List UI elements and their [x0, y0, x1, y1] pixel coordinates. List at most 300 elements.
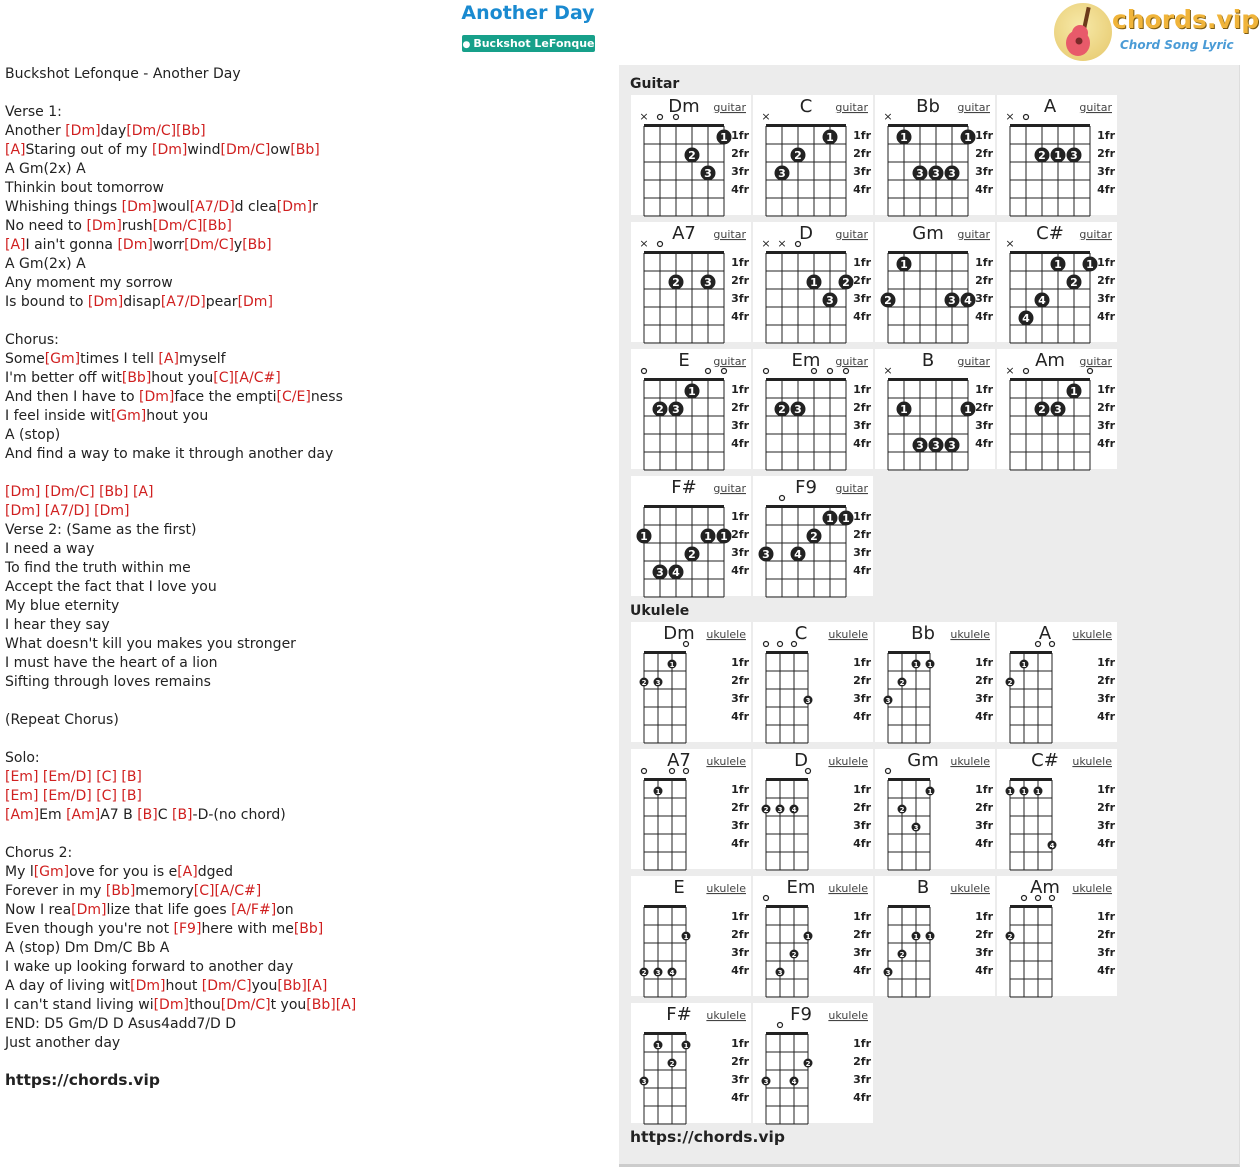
ukulele-chord-e[interactable]: [631, 876, 751, 996]
guitar-chord-a7[interactable]: [631, 222, 751, 342]
chord-tag[interactable]: [Bb]: [306, 997, 336, 1013]
svg-text:1: 1: [810, 276, 818, 289]
ukulele-link: ukulele: [950, 882, 990, 895]
fret-label: 1fr: [975, 783, 993, 796]
chord-tag[interactable]: [B]: [137, 807, 158, 823]
svg-text:1: 1: [640, 530, 648, 543]
chord-diagram: [631, 476, 751, 596]
guitar-link: guitar: [713, 228, 746, 241]
chord-tag[interactable]: [Bb]: [293, 921, 324, 937]
lyric-line: [5, 65, 605, 84]
lyric-line: [5, 388, 605, 407]
chord-name: Gm: [907, 750, 939, 771]
ukulele-chord-dm[interactable]: [631, 622, 751, 742]
lyric-text: I feel inside wit: [5, 408, 111, 424]
lyric-text: I hear they say: [5, 617, 110, 633]
guitar-link: guitar: [835, 228, 868, 241]
ukulele-link: ukulele: [1072, 755, 1112, 768]
guitar-chord-e[interactable]: [631, 349, 751, 469]
fret-label: 2fr: [975, 401, 993, 414]
chord-tag[interactable]: [A]: [5, 237, 26, 253]
chord-tag[interactable]: [Dm]: [276, 199, 313, 215]
svg-text:2: 2: [810, 530, 818, 543]
lyric-line: [5, 274, 605, 293]
logo-text: chords.vip: [1112, 5, 1259, 34]
lyric-text: Staring out of my: [25, 142, 153, 158]
lyric-text: lize that life goes: [106, 902, 232, 918]
lyric-line: [5, 103, 605, 122]
lyric-line: [5, 217, 605, 236]
svg-text:2: 2: [899, 679, 905, 687]
chord-tag[interactable]: [A/C#]: [233, 370, 281, 386]
guitar-chord-f9[interactable]: [753, 476, 873, 596]
lyric-line: [5, 996, 605, 1015]
fret-label: 3fr: [1097, 946, 1115, 959]
guitar-link: guitar: [713, 482, 746, 495]
guitar-chord-bb[interactable]: [875, 95, 995, 215]
ukulele-chord-c[interactable]: [753, 622, 873, 742]
lyric-text: Any moment my sorrow: [5, 275, 173, 291]
chord-name: Em: [791, 350, 821, 371]
lyric-text: Solo:: [5, 750, 40, 766]
lyric-text: Some: [5, 351, 45, 367]
chord-tag[interactable]: [Dm]: [87, 294, 124, 310]
fret-label: 3fr: [853, 819, 871, 832]
guitar-chord-am[interactable]: [997, 349, 1117, 469]
fret-label: 2fr: [731, 801, 749, 814]
svg-text:1: 1: [1021, 661, 1027, 669]
guitar-chord-em[interactable]: [753, 349, 873, 469]
lyric-text: No need to: [5, 218, 87, 234]
chord-tag[interactable]: [A/F#]: [231, 902, 277, 918]
chord-tag[interactable]: [Gm]: [44, 351, 81, 367]
fret-label: 2fr: [975, 801, 993, 814]
fret-label: 1fr: [853, 1037, 871, 1050]
chord-tag[interactable]: [Bb]: [176, 123, 206, 139]
lyric-line: [5, 825, 605, 844]
svg-text:1: 1: [826, 512, 834, 525]
chord-tag[interactable]: [Dm]: [237, 294, 273, 310]
chord-tag[interactable]: [A7/D]: [160, 294, 206, 310]
lyric-text: A Gm(2x) A: [5, 161, 86, 177]
chord-tag[interactable]: [Dm/C]: [220, 142, 271, 158]
lyric-text: My blue eternity: [5, 598, 120, 614]
fret-label: 4fr: [975, 837, 993, 850]
svg-text:3: 3: [916, 439, 924, 452]
svg-text:3: 3: [763, 1078, 769, 1086]
svg-text:1: 1: [1007, 788, 1013, 796]
fret-label: 2fr: [731, 274, 749, 287]
guitar-chord-a[interactable]: [997, 95, 1117, 215]
lyric-text: What doesn't kill you makes you stronger: [5, 636, 296, 652]
chord-tag[interactable]: [Dm/C]: [152, 218, 203, 234]
fret-label: 2fr: [853, 1055, 871, 1068]
lyric-text: r: [312, 199, 318, 215]
fret-label: 4fr: [731, 564, 749, 577]
chord-tag[interactable]: [Dm]: [86, 218, 122, 234]
ukulele-link: ukulele: [828, 1009, 868, 1022]
guitar-link: guitar: [1079, 355, 1112, 368]
chord-tag[interactable]: [Dm]: [153, 997, 189, 1013]
fret-label: 3fr: [1097, 419, 1115, 432]
lyric-text: I need a way: [5, 541, 95, 557]
fret-label: 4fr: [731, 837, 749, 850]
lyric-text: Whishing things: [5, 199, 122, 215]
guitar-chord-b[interactable]: [875, 349, 995, 469]
fret-label: 1fr: [975, 656, 993, 669]
svg-text:×: ×: [1005, 364, 1015, 377]
page-title: Another Day: [461, 2, 595, 24]
chord-name: A: [1038, 623, 1052, 644]
svg-text:3: 3: [655, 679, 661, 687]
chord-tag[interactable]: [A]: [335, 997, 357, 1013]
svg-text:3: 3: [948, 439, 956, 452]
fret-label: 4fr: [975, 310, 993, 323]
chord-tag[interactable]: [Dm/C]: [126, 123, 177, 139]
lyric-text: I must have the heart of a lion: [5, 655, 218, 671]
lyric-text: Accept the fact that I love you: [5, 579, 217, 595]
lyric-text: Buckshot Lefonque - Another Day: [5, 66, 241, 82]
fret-label: 2fr: [731, 674, 749, 687]
fret-label: 1fr: [975, 129, 993, 142]
guitar-logo-icon: [1054, 3, 1112, 61]
chord-diagram: [631, 749, 751, 869]
chord-name: F9: [790, 1004, 812, 1025]
fret-label: 2fr: [853, 401, 871, 414]
fret-label: 2fr: [731, 147, 749, 160]
fret-label: 3fr: [731, 819, 749, 832]
site-logo[interactable]: [1054, 3, 1259, 63]
svg-text:1: 1: [826, 131, 834, 144]
chord-diagram: [753, 476, 873, 596]
guitar-link: guitar: [957, 355, 990, 368]
chord-tag[interactable]: [A]: [5, 142, 26, 158]
fret-label: 3fr: [731, 419, 749, 432]
lyric-text: hout you: [146, 408, 209, 424]
fret-label: 1fr: [731, 910, 749, 923]
svg-text:1: 1: [913, 933, 919, 941]
ukulele-chord-d[interactable]: [753, 749, 873, 869]
chord-tag[interactable]: [Dm/C]: [201, 978, 252, 994]
svg-text:4: 4: [669, 969, 675, 977]
fret-label: 2fr: [1097, 401, 1115, 414]
chord-diagram: [997, 876, 1117, 996]
fret-label: 3fr: [975, 946, 993, 959]
chord-tag[interactable]: [F9]: [173, 921, 202, 937]
fret-label: 1fr: [975, 910, 993, 923]
lyric-line: [5, 787, 605, 806]
chord-tag[interactable]: [Bb]: [202, 218, 232, 234]
svg-text:3: 3: [885, 697, 891, 705]
chord-diagram: [997, 222, 1117, 342]
lyric-text: I'm better off wit: [5, 370, 122, 386]
fret-label: 2fr: [1097, 801, 1115, 814]
chord-tag[interactable]: [Bb]: [242, 237, 272, 253]
guitar-chord-gm[interactable]: [875, 222, 995, 342]
ukulele-chord-am[interactable]: [997, 876, 1117, 996]
chord-tag[interactable]: [Dm]: [121, 199, 157, 215]
chord-tag[interactable]: [Bb]: [277, 978, 307, 994]
ukulele-chord-fsharp[interactable]: [631, 1003, 751, 1123]
guitar-link: guitar: [713, 355, 746, 368]
lyric-text: A day of living wit: [5, 978, 131, 994]
svg-text:2: 2: [669, 1060, 675, 1068]
chord-diagram: [753, 749, 873, 869]
chord-name: Bb: [911, 623, 935, 644]
chord-diagram: [997, 349, 1117, 469]
lyric-line: [5, 958, 605, 977]
chord-name: C: [794, 623, 808, 644]
svg-text:3: 3: [885, 969, 891, 977]
chord-tag[interactable]: [Dm]: [138, 389, 175, 405]
chord-name: C#: [1031, 750, 1059, 771]
fret-label: 1fr: [731, 510, 749, 523]
fret-label: 3fr: [975, 419, 993, 432]
fret-label: 4fr: [1097, 837, 1115, 850]
lyric-text: Forever in my: [5, 883, 106, 899]
lyric-text: A Gm(2x) A: [5, 256, 86, 272]
chord-tag[interactable]: [B]: [171, 807, 193, 823]
lyric-text: Even though you're not: [5, 921, 174, 937]
chord-tag[interactable]: [A/C#]: [214, 883, 262, 899]
lyric-line: [5, 160, 605, 179]
lyric-line: [5, 711, 605, 730]
chord-tag[interactable]: [Dm]: [152, 142, 188, 158]
lyric-text: C: [157, 807, 172, 823]
chord-tag[interactable]: [Em] [Em/D] [C] [B]: [5, 788, 142, 804]
chord-tag[interactable]: [Dm/C]: [220, 997, 271, 1013]
lyric-line: [5, 806, 605, 825]
chord-tag[interactable]: [Am]: [5, 807, 40, 823]
ukulele-chord-bb[interactable]: [875, 622, 995, 742]
chord-tag[interactable]: [C/E]: [276, 389, 311, 405]
chord-name: Bb: [916, 96, 940, 117]
lyric-text: wind: [187, 142, 221, 158]
fret-label: 2fr: [731, 528, 749, 541]
svg-text:1: 1: [683, 1042, 689, 1050]
fret-label: 3fr: [1097, 292, 1115, 305]
fret-label: 4fr: [731, 710, 749, 723]
chord-name: Am: [1035, 350, 1065, 371]
fret-label: 2fr: [1097, 274, 1115, 287]
svg-text:2: 2: [1038, 403, 1046, 416]
chord-name: D: [799, 223, 813, 244]
svg-text:1: 1: [720, 131, 728, 144]
chord-diagram: [875, 876, 995, 996]
guitar-chord-fsharp[interactable]: [631, 476, 751, 596]
fret-label: 3fr: [1097, 692, 1115, 705]
svg-text:2: 2: [899, 951, 905, 959]
chord-name: Em: [786, 877, 816, 898]
ukulele-link: ukulele: [828, 755, 868, 768]
svg-text:4: 4: [672, 566, 680, 579]
chord-diagram: [753, 349, 873, 469]
svg-text:2: 2: [1070, 276, 1078, 289]
ukulele-link: ukulele: [706, 882, 746, 895]
lyric-line: [5, 122, 605, 141]
fret-label: 4fr: [731, 310, 749, 323]
lyric-text: dged: [197, 864, 233, 880]
lyric-text: Chorus 2:: [5, 845, 73, 861]
lyric-text: times I tell: [80, 351, 159, 367]
lyric-line: [5, 597, 605, 616]
svg-text:1: 1: [655, 1042, 661, 1050]
fret-label: 4fr: [853, 837, 871, 850]
fret-label: 4fr: [731, 437, 749, 450]
fret-label: 4fr: [731, 183, 749, 196]
ukulele-chord-em[interactable]: [753, 876, 873, 996]
lyric-text: A (stop) Dm Dm/C Bb A: [5, 940, 170, 956]
fret-label: 3fr: [975, 165, 993, 178]
svg-text:1: 1: [688, 385, 696, 398]
guitar-link: guitar: [957, 101, 990, 114]
svg-text:3: 3: [932, 167, 940, 180]
ukulele-link: ukulele: [1072, 882, 1112, 895]
ukulele-chord-csharp[interactable]: [997, 749, 1117, 869]
chord-tag[interactable]: [Dm/C]: [184, 237, 234, 253]
fret-label: 4fr: [853, 310, 871, 323]
lyric-text: here with me: [201, 921, 294, 937]
svg-text:3: 3: [1070, 149, 1078, 162]
lyric-line: [5, 673, 605, 692]
svg-text:1: 1: [927, 661, 933, 669]
chord-tag[interactable]: [A]: [177, 864, 198, 880]
guitar-chord-csharp[interactable]: [997, 222, 1117, 342]
chord-tag[interactable]: [Am]: [66, 807, 101, 823]
svg-text:1: 1: [683, 933, 689, 941]
svg-text:1: 1: [720, 530, 728, 543]
lyric-text: face the empti: [174, 389, 277, 405]
chord-tag[interactable]: [C]: [193, 883, 215, 899]
svg-text:2: 2: [672, 276, 680, 289]
svg-text:2: 2: [641, 679, 647, 687]
svg-text:2: 2: [884, 294, 892, 307]
lyric-line: [5, 369, 605, 388]
fret-label: 2fr: [731, 401, 749, 414]
chord-diagram: [753, 622, 873, 742]
lyric-text: ness: [310, 389, 343, 405]
chord-tag[interactable]: [Dm] [A7/D] [Dm]: [5, 503, 130, 519]
lyric-line: [5, 882, 605, 901]
svg-text:2: 2: [763, 806, 769, 814]
lyric-text: ow: [270, 142, 291, 158]
svg-text:2: 2: [1007, 679, 1013, 687]
chord-tag[interactable]: [A]: [158, 351, 179, 367]
svg-text:3: 3: [913, 824, 919, 832]
lyric-text: My l: [5, 864, 34, 880]
svg-text:2: 2: [1038, 149, 1046, 162]
lyric-line: [5, 179, 605, 198]
lyric-line: [5, 331, 605, 350]
fret-label: 4fr: [853, 437, 871, 450]
lyric-text: Verse 2: (Same as the first): [5, 522, 197, 538]
chord-tag[interactable]: [Bb]: [290, 142, 320, 158]
svg-text:×: ×: [761, 237, 771, 250]
chord-name: D: [794, 750, 808, 771]
svg-text:1: 1: [964, 131, 972, 144]
lyric-line: [5, 1034, 605, 1053]
fret-label: 4fr: [853, 1091, 871, 1104]
chord-tag[interactable]: [Em] [Em/D] [C] [B]: [5, 769, 142, 785]
lyric-text: thou: [188, 997, 221, 1013]
svg-text:×: ×: [1005, 237, 1015, 250]
guitar-chord-c[interactable]: [753, 95, 873, 215]
fret-label: 3fr: [975, 292, 993, 305]
lyric-line: [5, 749, 605, 768]
chord-diagram: [631, 349, 751, 469]
svg-text:3: 3: [1054, 403, 1062, 416]
ukulele-chord-a[interactable]: [997, 622, 1117, 742]
lyric-line: [5, 844, 605, 863]
fret-label: 2fr: [853, 801, 871, 814]
chord-tag[interactable]: [Dm] [Dm/C] [Bb] [A]: [5, 484, 154, 500]
chord-name: B: [916, 877, 930, 898]
svg-text:3: 3: [794, 403, 802, 416]
fret-label: 1fr: [731, 1037, 749, 1050]
chord-diagram: [875, 349, 995, 469]
chord-tag[interactable]: [Gm]: [33, 864, 70, 880]
chord-tag[interactable]: [Gm]: [110, 408, 147, 424]
svg-text:2: 2: [899, 806, 905, 814]
chord-diagram: [753, 222, 873, 342]
svg-text:2: 2: [656, 403, 664, 416]
ukulele-chord-f9[interactable]: [753, 1003, 873, 1123]
fret-label: 1fr: [1097, 383, 1115, 396]
artist-badge[interactable]: [462, 35, 595, 52]
user-icon: ●: [462, 40, 471, 50]
chord-name: A: [1043, 96, 1057, 117]
lyric-line: [5, 502, 605, 521]
lyric-line: [5, 578, 605, 597]
fret-label: 3fr: [731, 692, 749, 705]
chord-tag[interactable]: [A7/D]: [189, 199, 235, 215]
fret-label: 2fr: [853, 928, 871, 941]
guitar-chord-dm[interactable]: [631, 95, 751, 215]
svg-text:×: ×: [883, 364, 893, 377]
chord-tag[interactable]: [Dm]: [130, 978, 166, 994]
ukulele-chord-gm[interactable]: [875, 749, 995, 869]
site-url-panel[interactable]: https://chords.vip: [630, 1128, 785, 1146]
ukulele-link: ukulele: [706, 755, 746, 768]
lyric-text: d clea: [234, 199, 277, 215]
guitar-section-title: Guitar: [630, 76, 680, 92]
fret-label: 4fr: [1097, 437, 1115, 450]
fret-label: 2fr: [1097, 147, 1115, 160]
chord-diagrams-panel: [619, 65, 1240, 1167]
chord-tag[interactable]: [A]: [306, 978, 328, 994]
ukulele-chord-a7[interactable]: [631, 749, 751, 869]
chord-diagram: [997, 749, 1117, 869]
svg-text:1: 1: [704, 530, 712, 543]
chord-tag[interactable]: [Dm]: [65, 123, 101, 139]
chord-tag[interactable]: [Dm]: [117, 237, 153, 253]
svg-text:3: 3: [805, 697, 811, 705]
guitar-chord-d[interactable]: [753, 222, 873, 342]
chord-tag[interactable]: [Dm]: [71, 902, 107, 918]
ukulele-link: ukulele: [706, 1009, 746, 1022]
chord-tag[interactable]: [Bb]: [105, 883, 136, 899]
chord-tag[interactable]: [C]: [213, 370, 234, 386]
fret-label: 1fr: [1097, 129, 1115, 142]
svg-text:1: 1: [669, 661, 675, 669]
chord-tag[interactable]: [Bb]: [121, 370, 152, 386]
fret-label: 2fr: [853, 528, 871, 541]
site-url[interactable]: https://chords.vip: [5, 1071, 160, 1089]
lyric-line: [5, 540, 605, 559]
ukulele-chord-b[interactable]: [875, 876, 995, 996]
fret-label: 3fr: [1097, 819, 1115, 832]
chord-name: B: [921, 350, 935, 371]
